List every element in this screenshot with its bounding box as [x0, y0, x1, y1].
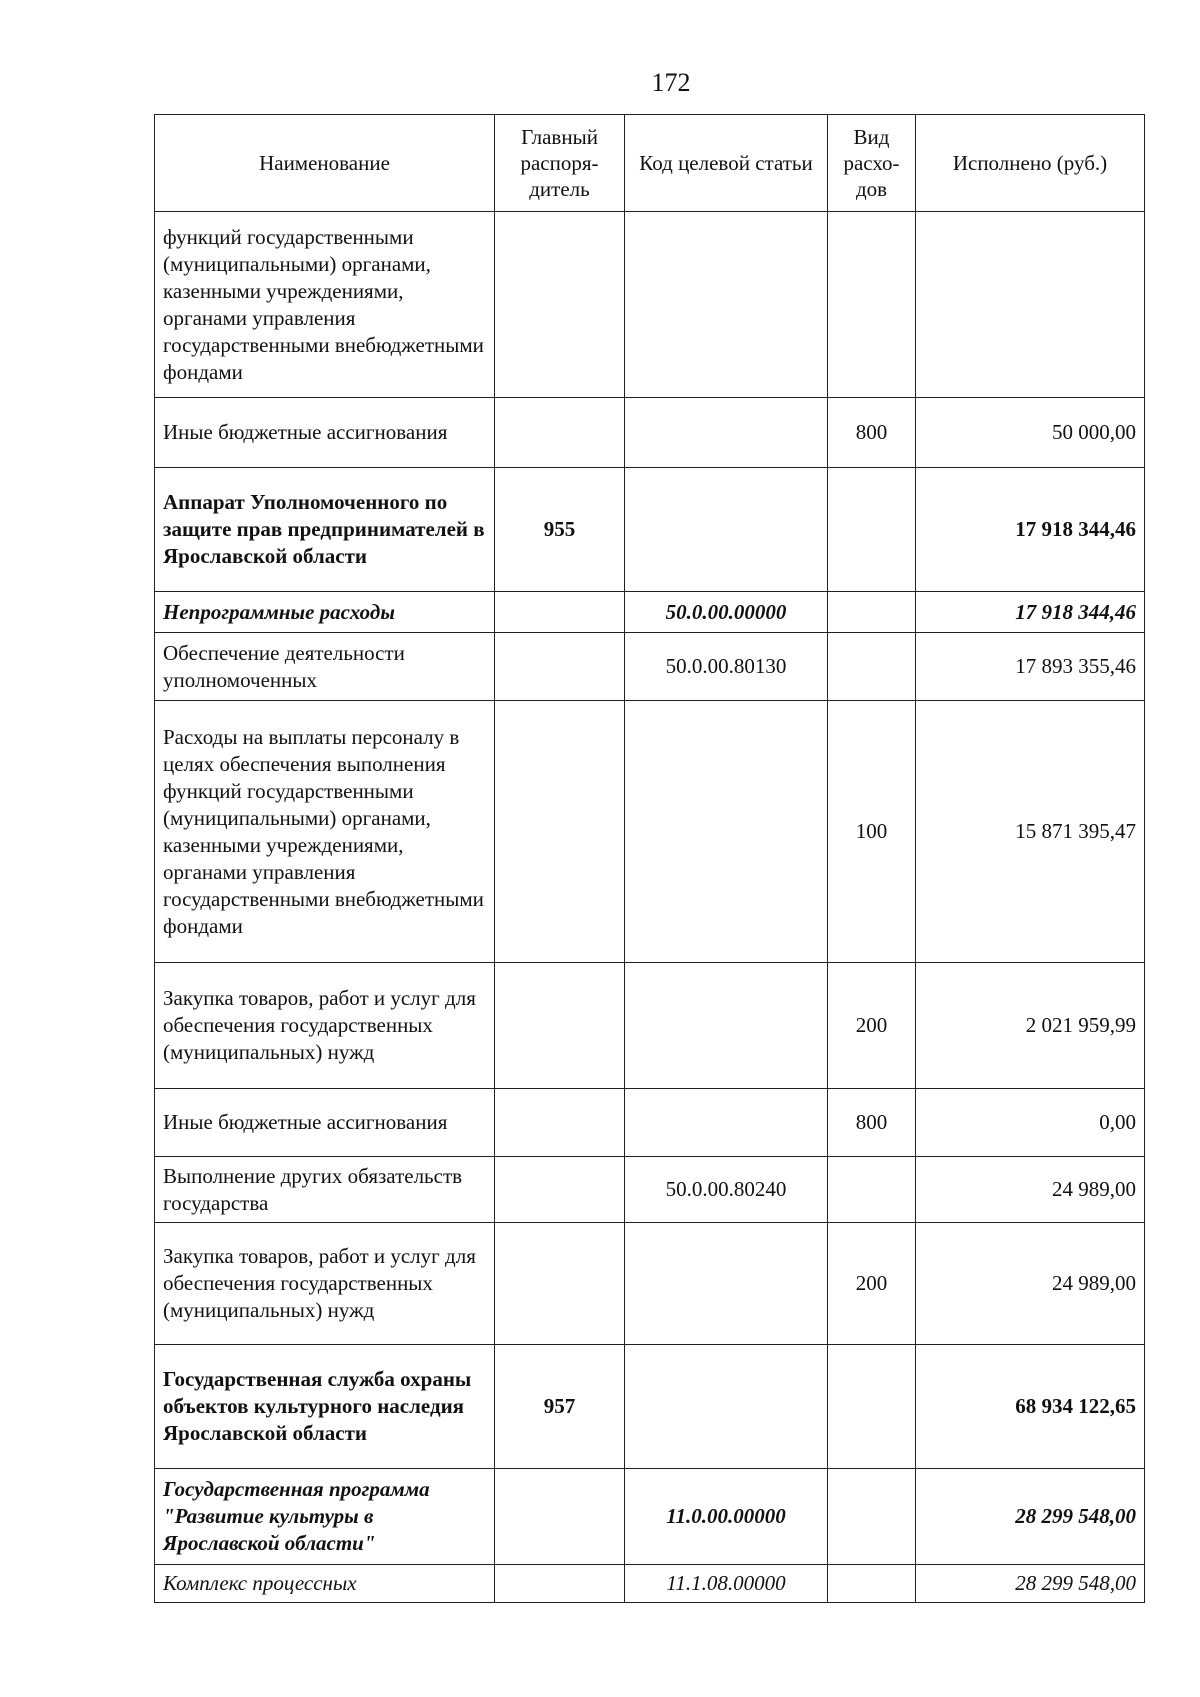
row-code: [625, 468, 828, 592]
header-manager: Главный распоря- дитель: [495, 115, 625, 212]
table-row: [155, 1565, 1145, 1603]
table-row: [155, 633, 1145, 701]
row-manager: [495, 701, 625, 963]
table-row: [155, 1223, 1145, 1345]
row-name: Государственная программа "Развитие культуры в Ярославской области": [155, 1469, 495, 1565]
table-row: [155, 212, 1145, 398]
row-amount: 28 299 548,00: [916, 1469, 1145, 1565]
row-name: Аппарат Уполномоченного по защите прав предпринимателей в Ярославской области: [155, 468, 495, 592]
row-type: [828, 468, 916, 592]
table-row: [155, 468, 1145, 592]
row-amount: 17 918 344,46: [916, 468, 1145, 592]
row-name: Иные бюджетные ассигнования: [155, 1089, 495, 1157]
row-code: [625, 1345, 828, 1469]
row-amount: 0,00: [916, 1089, 1145, 1157]
row-code: [625, 1089, 828, 1157]
row-name: Расходы на выплаты персоналу в целях обеспечения выполнения функций государственными (муниципальными) органами, казенными учреждениями, органами управления государственными внебюджетными фондами: [155, 701, 495, 963]
row-code: [625, 1223, 828, 1345]
row-code: 11.1.08.00000: [625, 1565, 828, 1603]
row-manager: [495, 963, 625, 1089]
row-code: [625, 963, 828, 1089]
row-manager: [495, 1565, 625, 1603]
row-code: [625, 398, 828, 468]
table-header-row: [155, 115, 1145, 212]
row-name: Закупка товаров, работ и услуг для обеспечения государственных (муниципальных) нужд: [155, 1223, 495, 1345]
row-code: 50.0.00.00000: [625, 592, 828, 633]
table-row: [155, 398, 1145, 468]
row-type: [828, 1469, 916, 1565]
table-row: [155, 701, 1145, 963]
row-type: [828, 1565, 916, 1603]
row-type: 200: [828, 963, 916, 1089]
row-type: [828, 212, 916, 398]
row-amount: 50 000,00: [916, 398, 1145, 468]
row-type: [828, 633, 916, 701]
row-amount: 68 934 122,65: [916, 1345, 1145, 1469]
row-type: [828, 1345, 916, 1469]
row-code: 50.0.00.80240: [625, 1157, 828, 1223]
row-type: [828, 592, 916, 633]
row-amount: 17 918 344,46: [916, 592, 1145, 633]
row-manager: [495, 1157, 625, 1223]
table-row: [155, 963, 1145, 1089]
table-row: [155, 1469, 1145, 1565]
row-code: 50.0.00.80130: [625, 633, 828, 701]
row-code: [625, 701, 828, 963]
row-name: Иные бюджетные ассигнования: [155, 398, 495, 468]
header-name: Наименование: [155, 115, 495, 212]
row-name: Закупка товаров, работ и услуг для обеспечения государственных (муниципальных) нужд: [155, 963, 495, 1089]
row-manager: [495, 1223, 625, 1345]
row-code: [625, 212, 828, 398]
row-amount: 24 989,00: [916, 1223, 1145, 1345]
row-amount: 15 871 395,47: [916, 701, 1145, 963]
row-name: Непрограммные расходы: [155, 592, 495, 633]
row-amount: 2 021 959,99: [916, 963, 1145, 1089]
row-amount: 24 989,00: [916, 1157, 1145, 1223]
row-name: функций государственными (муниципальными) органами, казенными учреждениями, органами управления государственными внебюджетными фондами: [155, 212, 495, 398]
table-row: [155, 1157, 1145, 1223]
row-manager: [495, 398, 625, 468]
row-manager: 957: [495, 1345, 625, 1469]
row-type: 100: [828, 701, 916, 963]
table-row: [155, 1345, 1145, 1469]
header-code: Код целевой статьи: [625, 115, 828, 212]
row-manager: [495, 1469, 625, 1565]
row-name: Государственная служба охраны объектов культурного наследия Ярославской области: [155, 1345, 495, 1469]
row-type: 800: [828, 1089, 916, 1157]
table-row: [155, 592, 1145, 633]
row-manager: [495, 633, 625, 701]
row-type: 200: [828, 1223, 916, 1345]
page-number: 172: [651, 68, 691, 97]
row-manager: [495, 1089, 625, 1157]
header-executed: Исполнено (руб.): [916, 115, 1145, 212]
row-type: 800: [828, 398, 916, 468]
budget-table: [154, 114, 1145, 1603]
row-amount: 17 893 355,46: [916, 633, 1145, 701]
row-name: Обеспечение деятельности уполномоченных: [155, 633, 495, 701]
row-type: [828, 1157, 916, 1223]
table-row: [155, 1089, 1145, 1157]
row-name: Выполнение других обязательств государства: [155, 1157, 495, 1223]
row-code: 11.0.00.00000: [625, 1469, 828, 1565]
row-amount: [916, 212, 1145, 398]
row-manager: [495, 592, 625, 633]
row-manager: 955: [495, 468, 625, 592]
row-manager: [495, 212, 625, 398]
header-type: Вид расхо- дов: [828, 115, 916, 212]
row-name: Комплекс процессных: [155, 1565, 495, 1603]
row-amount: 28 299 548,00: [916, 1565, 1145, 1603]
